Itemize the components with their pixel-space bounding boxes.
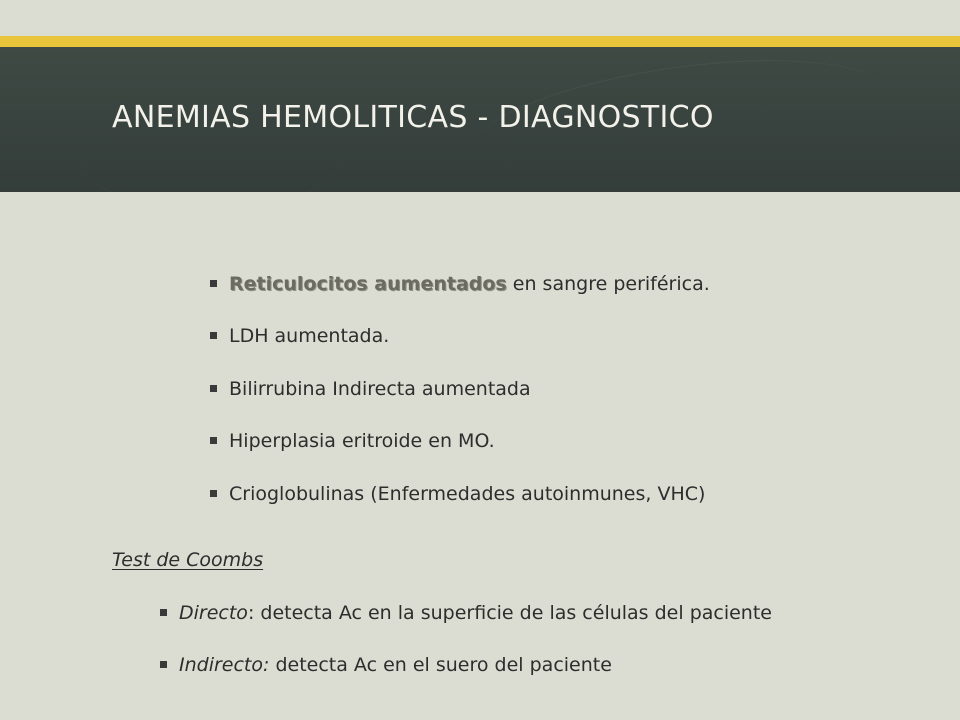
- accent-bar: [0, 36, 960, 47]
- coombs-term: Indirecto:: [179, 654, 270, 676]
- bullet-text: Crioglobulinas (Enfermedades autoinmunes, VHC): [229, 483, 706, 505]
- square-bullet-icon: [210, 280, 217, 287]
- content-area: [0, 192, 960, 720]
- list-item: [210, 273, 710, 295]
- coombs-heading-text: Test de Coombs: [112, 549, 264, 571]
- coombs-heading: [112, 549, 263, 571]
- list-item: [210, 483, 705, 505]
- coombs-desc: detecta Ac en el suero del paciente: [269, 654, 612, 676]
- square-bullet-icon: [160, 609, 167, 616]
- bullet-text: LDH aumentada.: [229, 325, 390, 347]
- list-item: [210, 378, 531, 400]
- square-bullet-icon: [210, 385, 217, 392]
- square-bullet-icon: [210, 437, 217, 444]
- coombs-term: Directo: [179, 602, 248, 624]
- square-bullet-icon: [210, 490, 217, 497]
- bullet-bold-text: Reticulocitos aumentados: [229, 273, 507, 295]
- list-item: [210, 430, 495, 452]
- bullet-text: Hiperplasia eritroide en MO.: [229, 430, 495, 452]
- list-item: [160, 602, 772, 624]
- coombs-desc: : detecta Ac en la superficie de las células del paciente: [247, 602, 772, 624]
- square-bullet-icon: [160, 661, 167, 668]
- square-bullet-icon: [210, 332, 217, 339]
- slide-title: ANEMIAS HEMOLITICAS - DIAGNOSTICO: [112, 100, 714, 135]
- bullet-text: Bilirrubina Indirecta aumentada: [229, 378, 531, 400]
- bullet-text: en sangre periférica.: [506, 273, 710, 295]
- list-item: [210, 325, 389, 347]
- top-stripe: [0, 0, 960, 36]
- list-item: [160, 654, 612, 676]
